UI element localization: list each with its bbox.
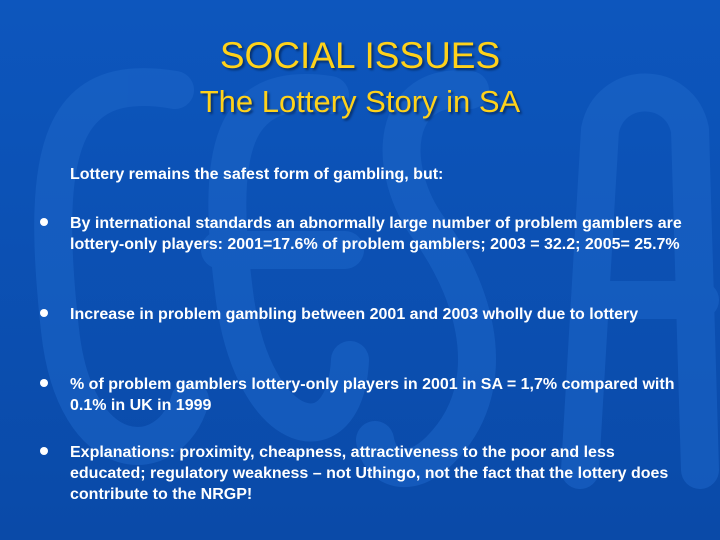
- bullet-text: By international standards an abnormally large number of problem gamblers are lottery-only players: 2001=17.6% of problem gamblers; 2003 = 32.2; 2005= 25.7%: [70, 215, 682, 253]
- bullet-dot-icon: [40, 447, 48, 455]
- bullet-dot-icon: [40, 218, 48, 226]
- bullet-text: Increase in problem gambling between 2001 and 2003 wholly due to lottery: [70, 306, 639, 323]
- intro-text: Lottery remains the safest form of gambling, but:: [70, 166, 444, 183]
- slide-subtitle: The Lottery Story in SA: [199, 84, 521, 119]
- bullet-dot-icon: [40, 309, 48, 317]
- bullet-text: % of problem gamblers lottery-only players in 2001 in SA = 1,7% compared with 0.1% in UK in 1999: [70, 376, 675, 414]
- slide-title: SOCIAL ISSUES: [219, 35, 501, 76]
- bullet-text: Explanations: proximity, cheapness, attractiveness to the poor and less educated; regulatory weakness – not Uthingo, not the fact that the lottery does contribute to the NRGP!: [70, 444, 669, 503]
- bullet-dot-icon: [40, 379, 48, 387]
